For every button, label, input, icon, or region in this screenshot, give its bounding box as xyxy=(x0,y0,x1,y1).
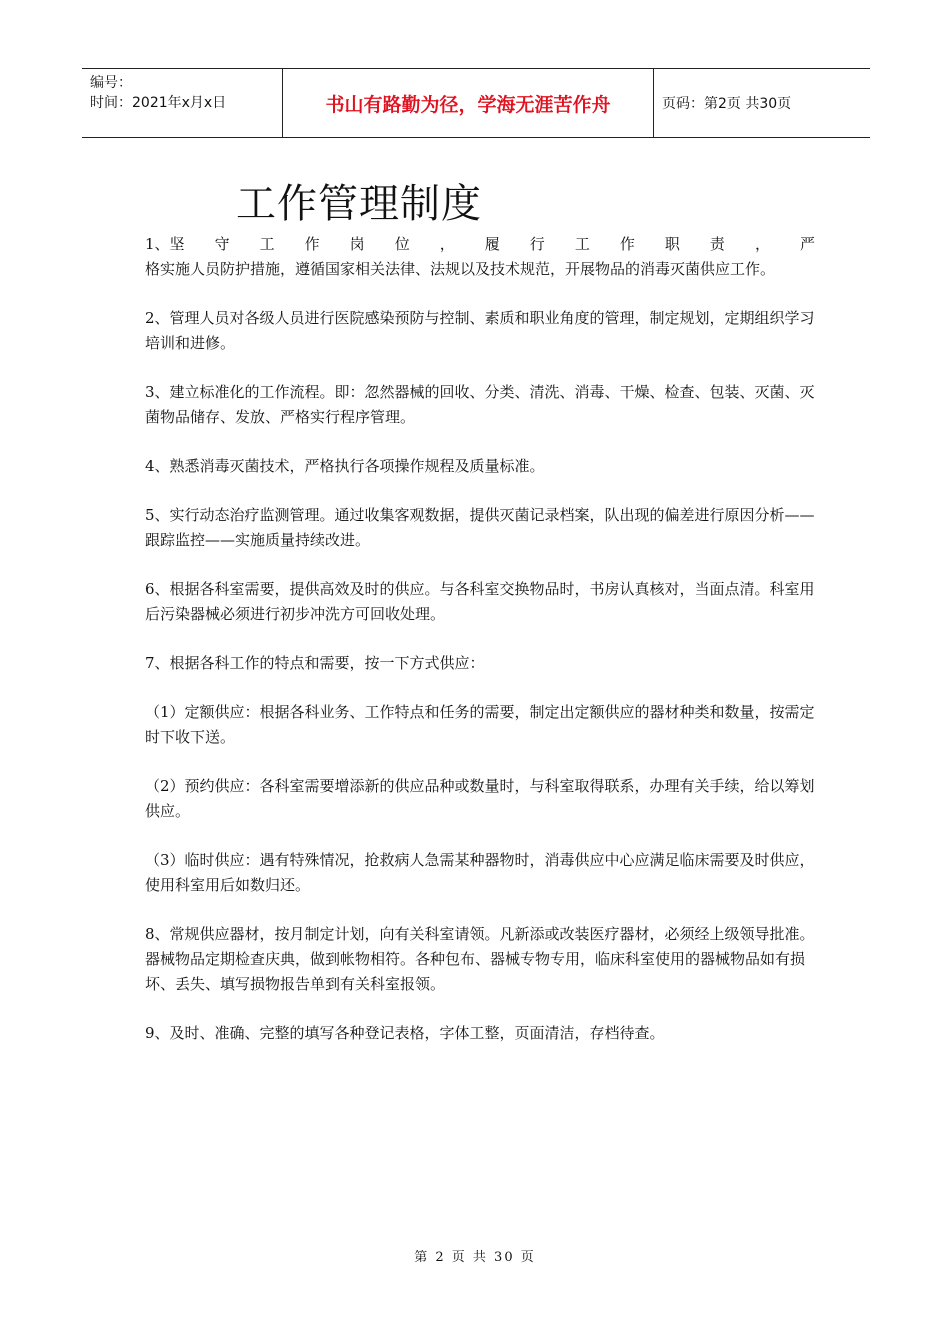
item-1-word: ， xyxy=(439,235,455,253)
page-header xyxy=(82,68,870,138)
item-1-word: 职 xyxy=(664,235,680,253)
item-5: 5、实行动态治疗监测管理。通过收集客观数据，提供灭菌记录档案，队出现的偏差进行原因分析——跟踪监控——实施质量持续改进。 xyxy=(145,506,815,549)
item-6: 6、根据各科室需要，提供高效及时的供应。与各科室交换物品时，书房认真核对，当面点清。科室用后污染器械必须进行初步冲洗方可回收处理。 xyxy=(145,580,815,623)
item-1-first-line xyxy=(145,232,815,257)
item-7-sub-1: （1）定额供应：根据各科业务、工作特点和任务的需要，制定出定额供应的器材种类和数量，按需定时下收下送。 xyxy=(145,703,815,746)
page-footer: 第 2 页 共 30 页 xyxy=(414,1250,536,1265)
item-1-word: 履 xyxy=(484,235,500,253)
item-8: 8、常规供应器材，按月制定计划，向有关科室请领。凡新添或改装医疗器材，必须经上级领导批准。器械物品定期检查庆典，做到帐物相符。各种包布、器械专物专用，临床科室使用的器械物品如有损坏、丢失、填写损物报告单到有关科室报领。 xyxy=(145,925,815,993)
item-1-word: 岗 xyxy=(349,235,365,253)
item-7 xyxy=(145,651,815,898)
item-1-word: 责 xyxy=(709,235,725,253)
code-label: 编号： xyxy=(90,75,132,91)
item-1-word: 工 xyxy=(259,235,275,253)
item-1-word: 位 xyxy=(394,235,410,253)
item-1-word: 守 xyxy=(214,235,230,253)
item-1 xyxy=(145,232,815,282)
item-1-word: 工 xyxy=(574,235,590,253)
header-motto: 书山有路勤为径，学海无涯苦作舟 xyxy=(282,69,654,137)
document-body xyxy=(145,232,815,1070)
item-1-word: 1、坚 xyxy=(145,235,185,253)
item-7-sub-3: （3）临时供应：遇有特殊情况，抢救病人急需某种器物时，消毒供应中心应满足临床需要及时供应，使用科室用后如数归还。 xyxy=(145,851,815,894)
time-label: 时间：2021年x月x日 xyxy=(90,95,227,111)
document-title: 工作管理制度 xyxy=(236,181,482,227)
item-4: 4、熟悉消毒灭菌技术，严格执行各项操作规程及质量标准。 xyxy=(145,457,545,475)
item-1-word: 严 xyxy=(799,235,815,253)
item-7-head: 7、根据各科工作的特点和需要，按一下方式供应： xyxy=(145,654,485,672)
item-7-sub-2: （2）预约供应：各科室需要增添新的供应品种或数量时，与科室取得联系，办理有关手续，给以筹划供应。 xyxy=(145,777,815,820)
item-1-word: 作 xyxy=(619,235,635,253)
header-meta xyxy=(82,69,282,137)
item-1-word: 作 xyxy=(304,235,320,253)
item-1-word: ， xyxy=(754,235,770,253)
item-3: 3、建立标准化的工作流程。即：忽然器械的回收、分类、清洗、消毒、干燥、检查、包装、灭菌、灭菌物品储存、发放、严格实行程序管理。 xyxy=(145,383,815,426)
item-1-word: 行 xyxy=(529,235,545,253)
item-2: 2、管理人员对各级人员进行医院感染预防与控制、素质和职业角度的管理，制定规划，定期组织学习培训和进修。 xyxy=(145,309,815,352)
item-1-rest: 格实施人员防护措施，遵循国家相关法律、法规以及技术规范，开展物品的消毒灭菌供应工作。 xyxy=(145,260,776,278)
header-page-info: 页码：第2页 共30页 xyxy=(662,96,792,112)
item-9: 9、及时、准确、完整的填写各种登记表格，字体工整，页面清洁，存档待查。 xyxy=(145,1024,665,1042)
